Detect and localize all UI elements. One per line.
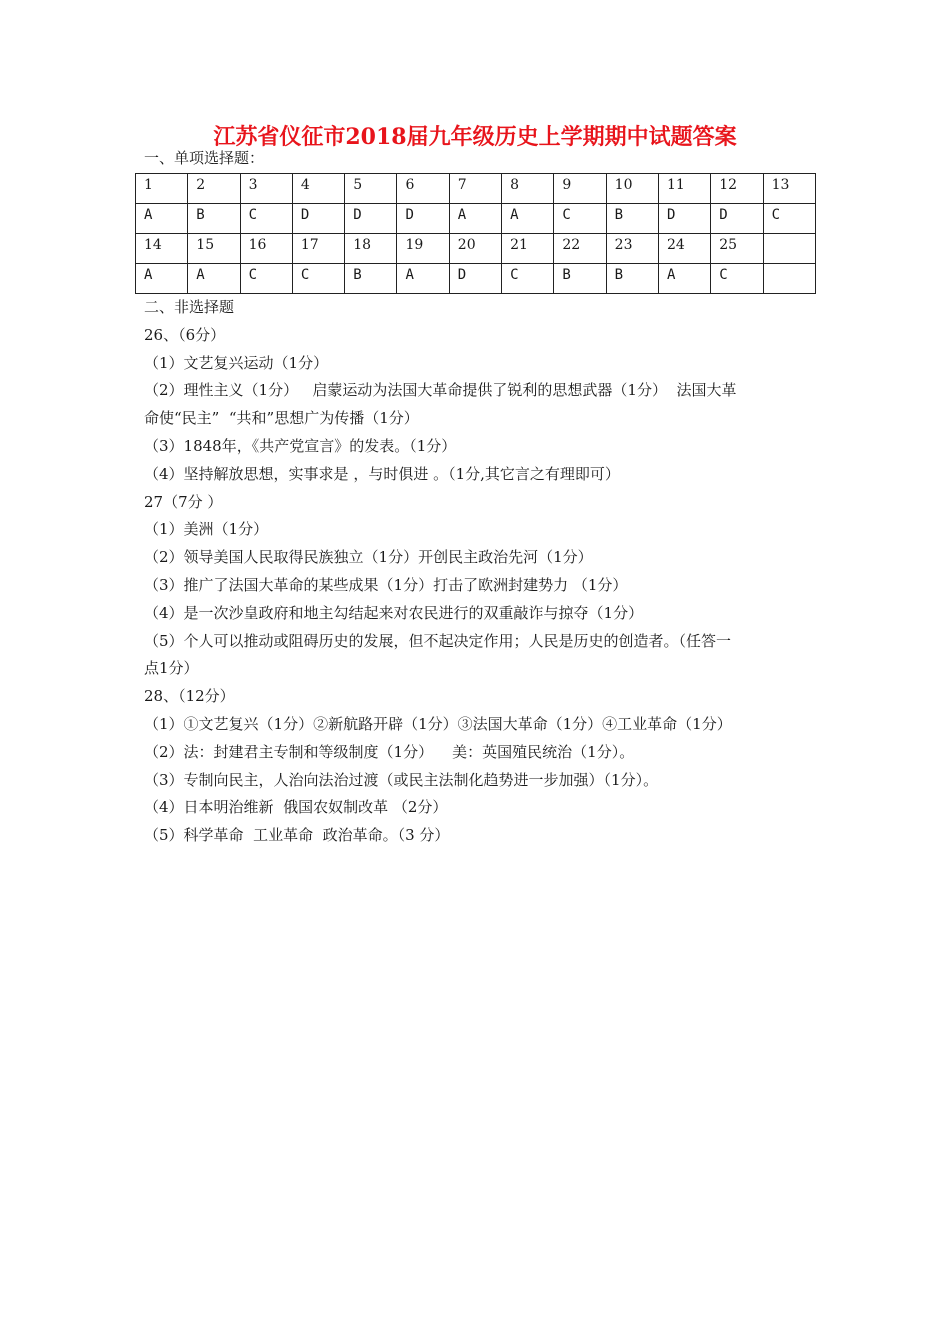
question-number-cell: 21 bbox=[502, 234, 554, 264]
answer-cell: B bbox=[606, 264, 658, 294]
answer-cell: D bbox=[345, 204, 397, 234]
answer-cell: A bbox=[449, 204, 501, 234]
answer-cell: A bbox=[188, 264, 240, 294]
question-number-cell: 24 bbox=[658, 234, 710, 264]
question-number-cell: 14 bbox=[136, 234, 188, 264]
section-2 bbox=[144, 294, 814, 850]
question-number-cell: 12 bbox=[711, 174, 763, 204]
answer-line: （4）是一次沙皇政府和地主勾结起来对农民进行的双重敲诈与掠夺（1分） bbox=[144, 603, 644, 622]
answer-line: 命使“民主” “共和”思想广为传播（1分） bbox=[144, 409, 419, 428]
question-number-cell: 13 bbox=[763, 174, 815, 204]
question-number-cell: 1 bbox=[136, 174, 188, 204]
answer-line: （4）日本明治维新 俄国农奴制改革 （2分） bbox=[144, 798, 448, 817]
answer-cell: C bbox=[240, 264, 292, 294]
answer-line: 点1分） bbox=[144, 659, 199, 678]
question-number-cell: 2 bbox=[188, 174, 240, 204]
question-number-cell: 20 bbox=[449, 234, 501, 264]
answer-table-row bbox=[136, 234, 816, 264]
answer-line: （1）①文艺复兴（1分）②新航路开辟（1分）③法国大革命（1分）④工业革命（1分） bbox=[144, 714, 732, 733]
answer-line: （2）理性主义（1分） 启蒙运动为法国大革命提供了锐利的思想武器（1分） 法国大革 bbox=[144, 381, 737, 400]
answer-cell: D bbox=[449, 264, 501, 294]
question-number-cell: 18 bbox=[345, 234, 397, 264]
section-2-heading: 二、非选择题 bbox=[144, 298, 235, 316]
answer-line: （2）法：封建君主专制和等级制度（1分） 美：英国殖民统治（1分）。 bbox=[144, 742, 635, 761]
answer-table bbox=[135, 173, 816, 294]
answer-table-row bbox=[136, 204, 816, 234]
answer-cell: D bbox=[292, 204, 344, 234]
answer-line: （3）推广了法国大革命的某些成果（1分）打击了欧洲封建势力 （1分） bbox=[144, 575, 628, 594]
answer-line: （1）美洲（1分） bbox=[144, 520, 269, 539]
document-title: 江苏省仪征市2018届九年级历史上学期期中试题答案 bbox=[213, 124, 737, 150]
answer-line: 28、（12分） bbox=[144, 687, 235, 706]
answer-line: （3）专制向民主，人治向法治过渡（或民主法制化趋势进一步加强）（1分）。 bbox=[144, 770, 659, 789]
question-number-cell: 16 bbox=[240, 234, 292, 264]
answer-cell bbox=[763, 264, 815, 294]
section-1-heading: 一、单项选择题： bbox=[144, 149, 265, 167]
answer-cell: A bbox=[136, 264, 188, 294]
answer-cell: B bbox=[345, 264, 397, 294]
question-number-cell: 6 bbox=[397, 174, 449, 204]
answer-line: 26、（6分） bbox=[144, 325, 226, 344]
answer-line: （4）坚持解放思想，实事求是 ，与时俱进 。（1分,其它言之有理即可） bbox=[144, 464, 620, 483]
answer-cell: A bbox=[658, 264, 710, 294]
question-number-cell: 15 bbox=[188, 234, 240, 264]
section-2-lines bbox=[144, 322, 814, 850]
answer-cell: C bbox=[554, 204, 606, 234]
question-number-cell: 9 bbox=[554, 174, 606, 204]
question-number-cell: 17 bbox=[292, 234, 344, 264]
answer-line: （3）1848年，《共产党宣言》的发表。（1分） bbox=[144, 436, 457, 455]
answer-table-row bbox=[136, 174, 816, 204]
question-number-cell: 19 bbox=[397, 234, 449, 264]
question-number-cell: 11 bbox=[658, 174, 710, 204]
answer-cell: C bbox=[711, 264, 763, 294]
answer-table-row bbox=[136, 264, 816, 294]
answer-cell: D bbox=[397, 204, 449, 234]
answer-cell: A bbox=[136, 204, 188, 234]
answer-cell: D bbox=[711, 204, 763, 234]
answer-cell: B bbox=[188, 204, 240, 234]
answer-line: 27（7分 ） bbox=[144, 492, 223, 511]
answer-cell: A bbox=[397, 264, 449, 294]
question-number-cell: 25 bbox=[711, 234, 763, 264]
question-number-cell: 8 bbox=[502, 174, 554, 204]
question-number-cell: 7 bbox=[449, 174, 501, 204]
answer-cell: C bbox=[292, 264, 344, 294]
answer-cell: C bbox=[763, 204, 815, 234]
answer-cell: C bbox=[240, 204, 292, 234]
answer-line: （5）个人可以推动或阻碍历史的发展，但不起决定作用；人民是历史的创造者。（任答一 bbox=[144, 631, 732, 650]
question-number-cell: 22 bbox=[554, 234, 606, 264]
question-number-cell: 3 bbox=[240, 174, 292, 204]
answer-line: （2）领导美国人民取得民族独立（1分）开创民主政治先河（1分） bbox=[144, 548, 593, 567]
question-number-cell: 5 bbox=[345, 174, 397, 204]
question-number-cell: 4 bbox=[292, 174, 344, 204]
question-number-cell bbox=[763, 234, 815, 264]
answer-cell: C bbox=[502, 264, 554, 294]
answer-cell: A bbox=[502, 204, 554, 234]
answer-cell: D bbox=[658, 204, 710, 234]
answer-line: （5）科学革命 工业革命 政治革命。（3 分） bbox=[144, 826, 450, 845]
question-number-cell: 23 bbox=[606, 234, 658, 264]
answer-line: （1）文艺复兴运动（1分） bbox=[144, 353, 329, 372]
question-number-cell: 10 bbox=[606, 174, 658, 204]
answer-cell: B bbox=[554, 264, 606, 294]
answer-cell: B bbox=[606, 204, 658, 234]
